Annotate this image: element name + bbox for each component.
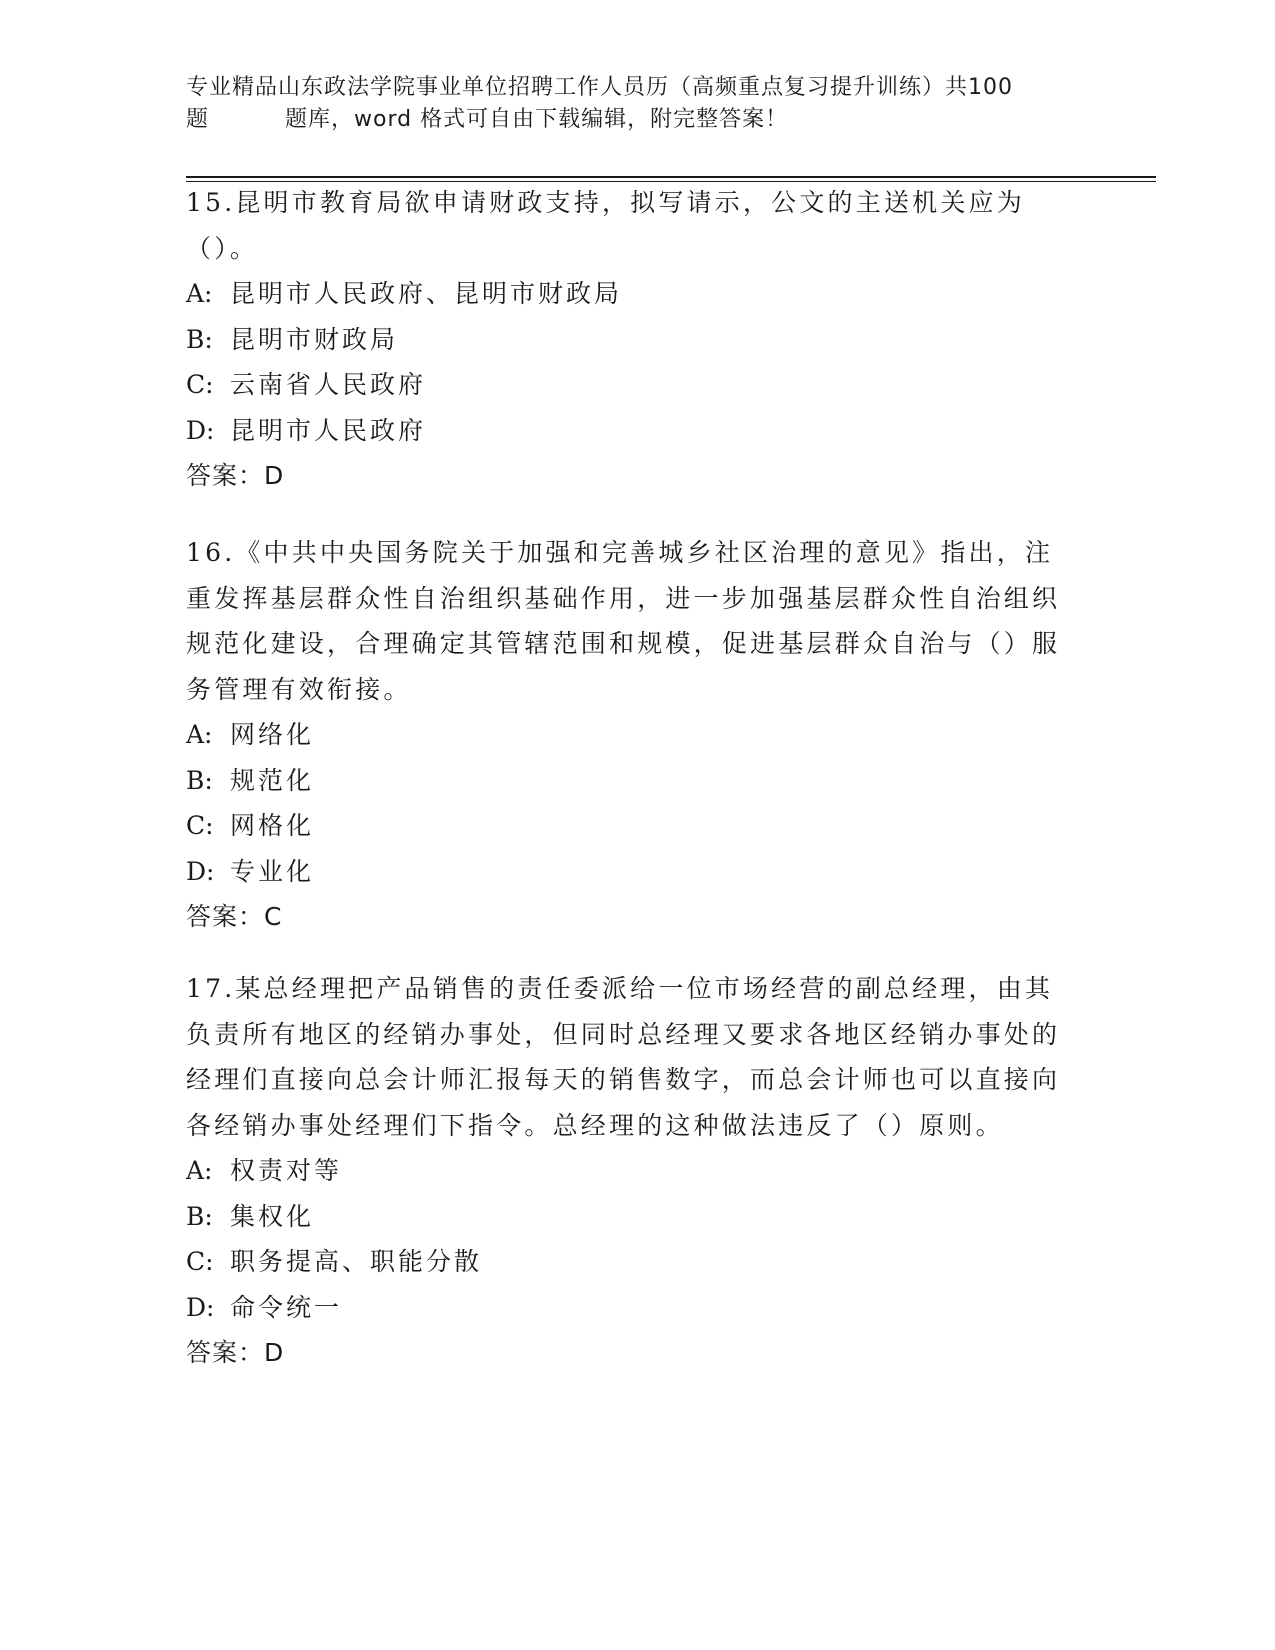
option-text: 规范化 bbox=[230, 765, 315, 795]
question-17 bbox=[186, 966, 1066, 1376]
answer-line bbox=[186, 453, 1066, 499]
option-text: 命令统一 bbox=[230, 1292, 343, 1322]
option-key: B: bbox=[186, 765, 213, 795]
question-stem: 16.《中共中央国务院关于加强和完善城乡社区治理的意见》指出，注重发挥基层群众性自治组织基础作用，进一步加强基层群众性自治组织规范化建设，合理确定其管辖范围和规模，促进基层群众自治与（）服务管理有效衔接。 bbox=[186, 538, 1061, 704]
option-a bbox=[186, 271, 1066, 317]
header-title-line-2-right: 题库，word 格式可自由下载编辑，附完整答案！ bbox=[285, 107, 789, 132]
option-text: 昆明市人民政府 bbox=[230, 415, 427, 445]
option-text: 网络化 bbox=[230, 720, 315, 749]
option-d bbox=[186, 1285, 1066, 1331]
header-title-line-2-left: 题 bbox=[186, 107, 210, 132]
option-d bbox=[186, 849, 1066, 895]
answer-value: D bbox=[264, 1338, 284, 1367]
option-key: B: bbox=[186, 1201, 213, 1231]
question-16 bbox=[186, 530, 1066, 940]
option-b bbox=[186, 317, 1066, 363]
option-d bbox=[186, 408, 1066, 454]
answer-label: 答案： bbox=[186, 461, 265, 490]
option-text: 权责对等 bbox=[230, 1156, 343, 1185]
option-a bbox=[186, 712, 1066, 758]
option-text: 云南省人民政府 bbox=[230, 370, 427, 399]
option-b bbox=[186, 758, 1066, 804]
option-key: A: bbox=[186, 1156, 213, 1185]
option-key: C: bbox=[186, 811, 214, 840]
header-title-line-2 bbox=[186, 104, 1086, 136]
question-stem: 17.某总经理把产品销售的责任委派给一位市场经营的副总经理，由其负责所有地区的经销办事处，但同时总经理又要求各地区经销办事处的经理们直接向总会计师汇报每天的销售数字，而总会计师也可以直接向各经销办事处经理们下指令。总经理的这种做法违反了（）原则。 bbox=[186, 974, 1061, 1140]
option-c bbox=[186, 362, 1066, 408]
option-key: C: bbox=[186, 370, 214, 399]
option-a bbox=[186, 1148, 1066, 1194]
header-title-line-1: 专业精品山东政法学院事业单位招聘工作人员历（高频重点复习提升训练）共100 bbox=[186, 75, 1013, 100]
option-key: D: bbox=[186, 856, 215, 886]
answer-label: 答案： bbox=[186, 1338, 265, 1367]
header-divider-thick bbox=[186, 176, 1156, 178]
option-key: C: bbox=[186, 1247, 214, 1276]
option-text: 专业化 bbox=[230, 856, 315, 886]
answer-line bbox=[186, 894, 1066, 940]
option-text: 集权化 bbox=[230, 1201, 315, 1231]
question-stem: 15.昆明市教育局欲申请财政支持，拟写请示，公文的主送机关应为（）。 bbox=[186, 188, 1025, 263]
option-key: B: bbox=[186, 324, 213, 354]
option-key: A: bbox=[186, 279, 213, 308]
option-key: D: bbox=[186, 415, 215, 445]
question-15 bbox=[186, 180, 1066, 499]
document-header bbox=[186, 72, 1086, 136]
option-key: A: bbox=[186, 720, 213, 749]
option-c bbox=[186, 1239, 1066, 1285]
option-text: 昆明市人民政府、昆明市财政局 bbox=[230, 279, 623, 308]
answer-label: 答案： bbox=[186, 902, 265, 931]
option-text: 昆明市财政局 bbox=[230, 324, 399, 354]
option-text: 职务提高、职能分散 bbox=[230, 1247, 483, 1276]
option-c bbox=[186, 803, 1066, 849]
option-b bbox=[186, 1194, 1066, 1240]
answer-value: C bbox=[264, 902, 282, 931]
option-key: D: bbox=[186, 1292, 215, 1322]
answer-line bbox=[186, 1330, 1066, 1376]
option-text: 网格化 bbox=[230, 811, 315, 840]
answer-value: D bbox=[264, 461, 284, 490]
